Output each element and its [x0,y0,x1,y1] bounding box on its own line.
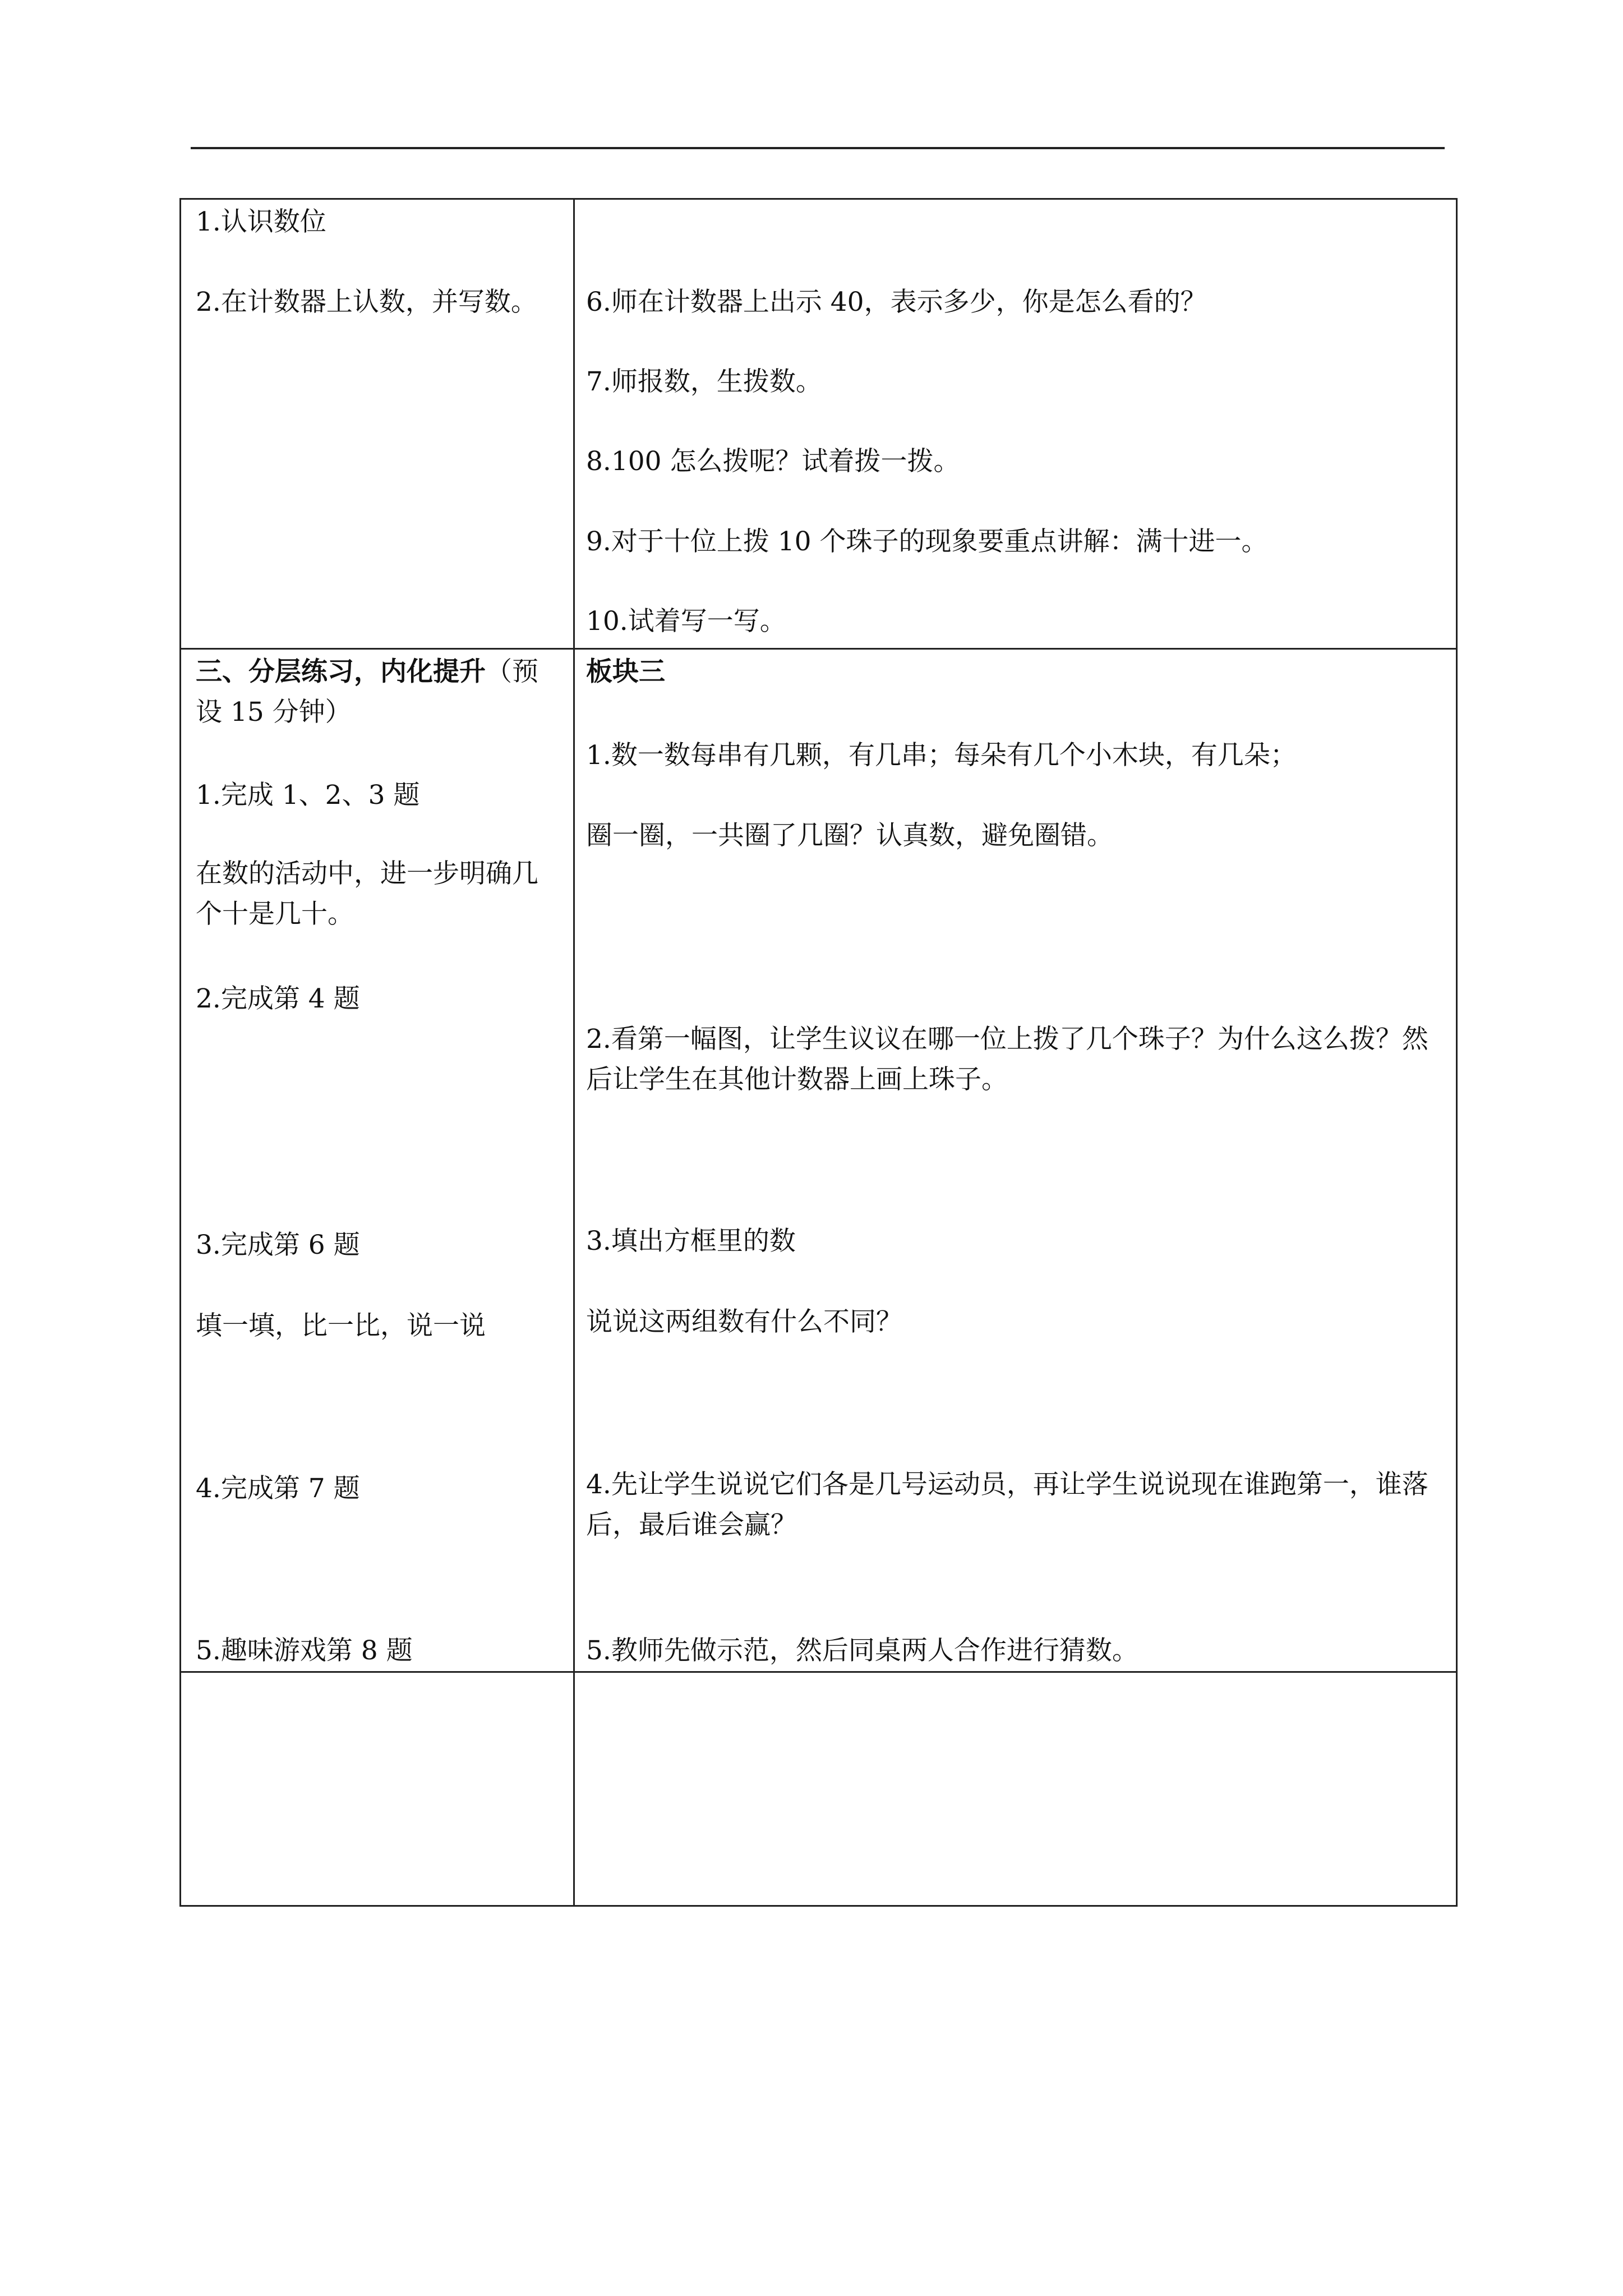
step-text: 4.先让学生说说它们各是几号运动员，再让学生说说现在谁跑第一，谁落后，最后谁会赢？ [586,1469,1428,1540]
step-text: 6.师在计数器上出示 40，表示多少，你是怎么看的？ [586,287,1207,318]
step-text: 1.完成 1、2、3 题 [196,780,420,811]
lesson-plan-table [179,198,1458,1907]
section-title-rest: （预设 15 分钟） [196,656,538,728]
step-text: 5.趣味游戏第 8 题 [196,1635,413,1666]
section-heading: 板块三 [586,656,665,687]
step-text: 5.教师先做示范，然后同桌两人合作进行猜数。 [586,1635,1138,1666]
table-row [181,649,1457,1672]
step-text: 7.师报数，生拨数。 [586,366,822,397]
step-text: 1.数一数每串有几颗，有几串；每朵有几个小木块，有几朵； [586,740,1297,771]
row2-right-cell [574,649,1457,1672]
step-text: 8.100 怎么拨呢？试着拨一拨。 [586,446,960,477]
step-text: 说说这两组数有什么不同？ [586,1306,902,1337]
step-text: 10.试着写一写。 [586,606,786,637]
step-text: 2.完成第 4 题 [196,983,360,1014]
row1-left-cell [181,199,574,649]
row2-left-cell [181,649,574,1672]
section-title [196,652,561,733]
table-row [181,199,1457,649]
step-text: 2.在计数器上认数，并写数。 [196,287,537,318]
step-text: 1.认识数位 [196,206,326,237]
step-text: 3.填出方框里的数 [586,1226,796,1257]
step-text: 4.完成第 7 题 [196,1473,360,1504]
row3-right-cell [574,1672,1457,1906]
row3-left-cell [181,1672,574,1906]
section-title-bold: 三、分层练习，内化提升 [196,656,486,687]
step-text: 填一填，比一比，说一说 [196,1310,486,1341]
step-text: 3.完成第 6 题 [196,1230,360,1260]
step-text: 在数的活动中，进一步明确几个十是几十。 [196,858,538,930]
table-row [181,1672,1457,1906]
row1-right-cell [574,199,1457,649]
step-text: 9.对于十位上拨 10 个珠子的现象要重点讲解：满十进一。 [586,526,1268,557]
header-rule [191,147,1445,149]
step-text: 2.看第一幅图，让学生议议在哪一位上拨了几个珠子？为什么这么拨？然后让学生在其他计数器上画上珠子。 [586,1024,1428,1095]
step-text: 圈一圈，一共圈了几圈？认真数，避免圈错。 [586,820,1113,851]
